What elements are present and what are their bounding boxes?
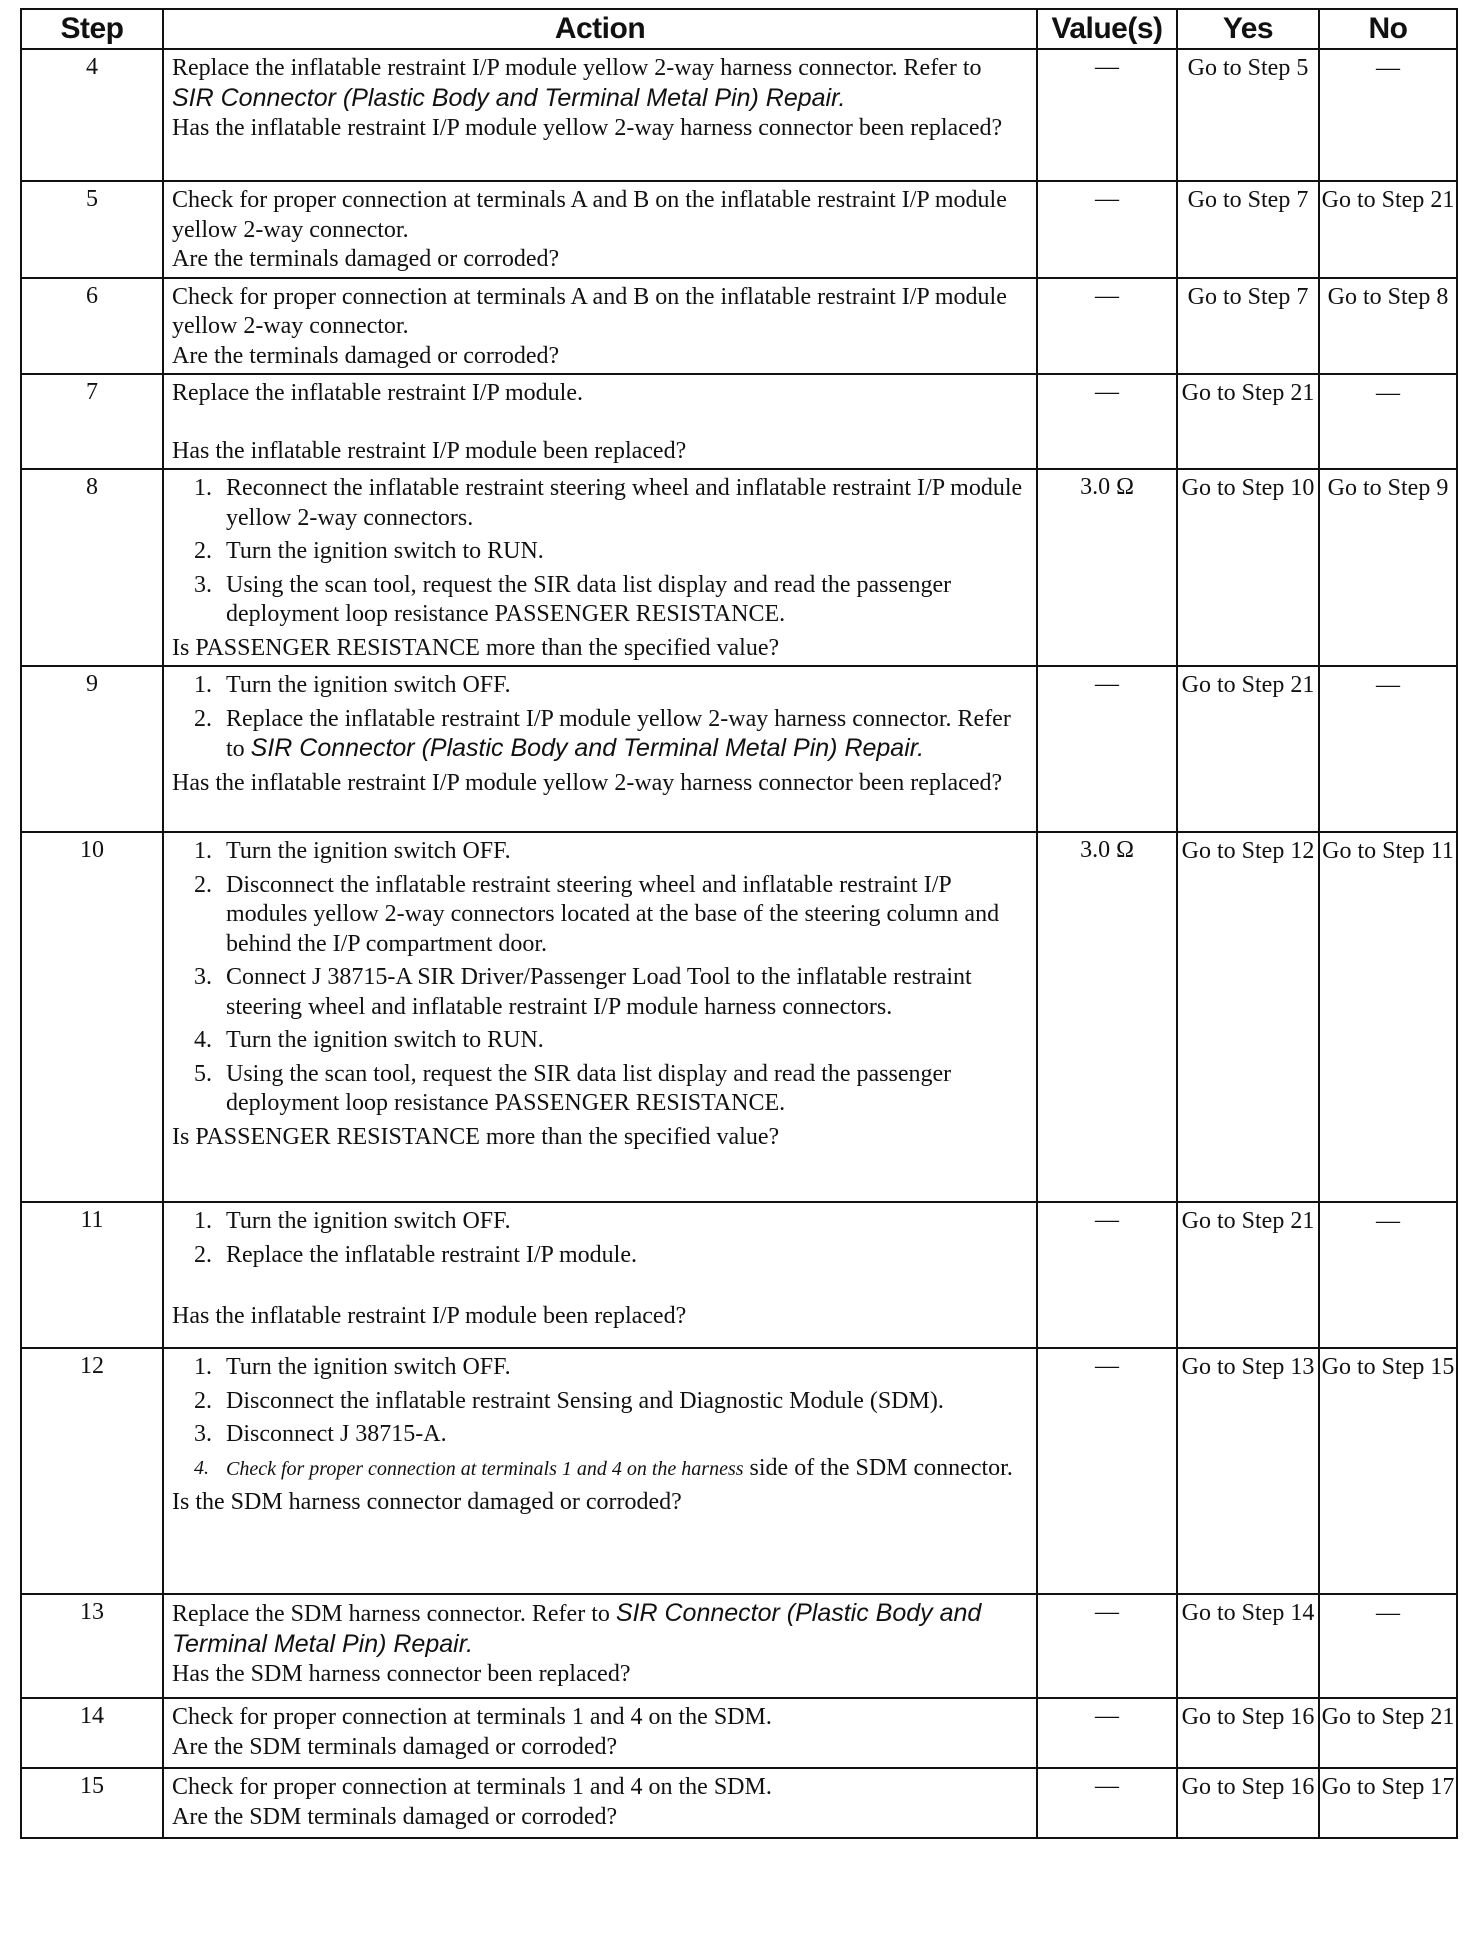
- header-values: Value(s): [1037, 9, 1177, 49]
- action-question: Is the SDM harness connector damaged or corroded?: [172, 1489, 682, 1515]
- no-cell: Go to Step 9: [1319, 469, 1457, 666]
- action-cell: [163, 1768, 1037, 1838]
- no-cell: Go to Step 15: [1319, 1348, 1457, 1594]
- value-text: —: [1095, 54, 1119, 80]
- table-row: [21, 469, 1457, 666]
- no-cell: Go to Step 21: [1319, 181, 1457, 278]
- no-cell: —: [1319, 374, 1457, 469]
- list-item: 4. Check for proper connection at terminals 1 and 4 on the harness side of the SDM connector.: [194, 1454, 1013, 1481]
- value-cell: —: [1037, 1698, 1177, 1768]
- action-cell: [163, 374, 1037, 469]
- no-cell: —: [1319, 666, 1457, 832]
- value-cell: 3.0 Ω: [1037, 832, 1177, 1202]
- table-row: [21, 832, 1457, 1202]
- action-question: Are the terminals damaged or corroded?: [172, 342, 560, 369]
- action-cell: [163, 1594, 1037, 1698]
- yes-cell: Go to Step 12: [1177, 832, 1319, 1202]
- no-cell: Go to Step 11: [1319, 832, 1457, 1202]
- action-cell: [163, 278, 1037, 375]
- list-item: 2. Turn the ignition switch to RUN.: [194, 538, 544, 564]
- yes-cell: Go to Step 14: [1177, 1594, 1319, 1698]
- substep-list: [172, 837, 1028, 1119]
- action-cell: [163, 1202, 1037, 1348]
- header-yes: Yes: [1177, 9, 1319, 49]
- yes-cell: Go to Step 16: [1177, 1698, 1319, 1768]
- step-number: 5: [21, 181, 163, 278]
- value-cell: [1037, 49, 1177, 181]
- yes-cell: Go to Step 5: [1177, 49, 1319, 181]
- list-item: 1. Turn the ignition switch OFF.: [194, 1354, 511, 1380]
- action-cell: [163, 1348, 1037, 1594]
- list-item: 1. Turn the ignition switch OFF.: [194, 838, 511, 864]
- list-item: 3. Disconnect J 38715-A.: [194, 1421, 447, 1447]
- list-item: 4. Turn the ignition switch to RUN.: [194, 1027, 544, 1053]
- yes-cell: Go to Step 21: [1177, 374, 1319, 469]
- value-cell: —: [1037, 278, 1177, 375]
- action-text: Check for proper connection at terminals 1 and 4 on the SDM.: [172, 1704, 772, 1730]
- repair-reference: SIR Connector (Plastic Body and Terminal Metal Pin) Repair.: [250, 734, 925, 762]
- yes-cell: Go to Step 16: [1177, 1768, 1319, 1838]
- substep-list: [172, 1207, 1028, 1270]
- step-number: 14: [21, 1698, 163, 1768]
- list-item: 2. Disconnect the inflatable restraint Sensing and Diagnostic Module (SDM).: [194, 1387, 944, 1414]
- table-row: [21, 49, 1457, 181]
- step-number: 10: [21, 832, 163, 1202]
- substep-list: [172, 671, 1028, 765]
- no-cell: —: [1319, 1202, 1457, 1348]
- header-action: Action: [163, 9, 1037, 49]
- table-row: [21, 1202, 1457, 1348]
- action-cell: [163, 1698, 1037, 1768]
- substep-list: [172, 1353, 1028, 1484]
- action-text: Check for proper connection at terminals A and B on the inflatable restraint I/P module yellow 2-way connector.: [172, 283, 1007, 339]
- step-number: 9: [21, 666, 163, 832]
- action-cell: [163, 49, 1037, 181]
- table-row: [21, 181, 1457, 278]
- list-item: 2. Replace the inflatable restraint I/P module yellow 2-way harness connector. Refer to SIR Connector (Plastic Body and Terminal Metal Pin) Repair.: [194, 705, 1011, 762]
- header-row: [21, 9, 1457, 49]
- action-cell: [163, 181, 1037, 278]
- step-number: 7: [21, 374, 163, 469]
- table-row: [21, 1348, 1457, 1594]
- table-row: [21, 666, 1457, 832]
- yes-cell: Go to Step 10: [1177, 469, 1319, 666]
- diagnostic-table: [20, 8, 1458, 1839]
- yes-cell: Go to Step 7: [1177, 181, 1319, 278]
- action-question: Are the SDM terminals damaged or corroded?: [172, 1803, 618, 1830]
- repair-reference: SIR Connector (Plastic Body and Terminal Metal Pin) Repair.: [172, 83, 846, 112]
- value-cell: 3.0 Ω: [1037, 469, 1177, 666]
- action-cell: [163, 832, 1037, 1202]
- table-row: [21, 374, 1457, 469]
- yes-cell: Go to Step 21: [1177, 666, 1319, 832]
- action-text: Replace the inflatable restraint I/P module yellow 2-way harness connector. Refer to: [172, 55, 982, 81]
- list-item: 1. Turn the ignition switch OFF.: [194, 1208, 511, 1234]
- value-cell: —: [1037, 374, 1177, 469]
- header-no: No: [1319, 9, 1457, 49]
- step-number: 13: [21, 1594, 163, 1698]
- step-number: 15: [21, 1768, 163, 1838]
- step-number: 11: [21, 1202, 163, 1348]
- step-number: 4: [21, 49, 163, 181]
- yes-cell: Go to Step 13: [1177, 1348, 1319, 1594]
- action-question: Has the inflatable restraint I/P module yellow 2-way harness connector been replaced?: [172, 115, 1003, 141]
- action-question: Are the terminals damaged or corroded?: [172, 246, 560, 272]
- no-cell: Go to Step 21: [1319, 1698, 1457, 1768]
- step-number: 6: [21, 278, 163, 375]
- yes-cell: Go to Step 7: [1177, 278, 1319, 375]
- list-item: 2. Disconnect the inflatable restraint steering wheel and inflatable restraint I/P modules yellow 2-way connectors located at the base of the steering column and behind the I/P compartment door.: [194, 871, 1000, 957]
- yes-cell: Go to Step 21: [1177, 1202, 1319, 1348]
- action-question: Has the inflatable restraint I/P module been replaced?: [172, 1303, 687, 1329]
- table-row: [21, 1698, 1457, 1768]
- no-cell: Go to Step 17: [1319, 1768, 1457, 1838]
- table-row: [21, 278, 1457, 375]
- action-cell: [163, 666, 1037, 832]
- no-cell: Go to Step 8: [1319, 278, 1457, 375]
- action-question: Is PASSENGER RESISTANCE more than the specified value?: [172, 1123, 780, 1150]
- value-cell: —: [1037, 1348, 1177, 1594]
- list-item: 1. Turn the ignition switch OFF.: [194, 672, 511, 698]
- value-cell: —: [1037, 1768, 1177, 1838]
- no-cell: —: [1319, 1594, 1457, 1698]
- step-number: 8: [21, 469, 163, 666]
- action-text: Replace the inflatable restraint I/P module.: [172, 380, 583, 406]
- action-cell: [163, 469, 1037, 666]
- action-text: Replace the SDM harness connector. Refer to: [172, 1601, 616, 1627]
- list-item: 3. Connect J 38715-A SIR Driver/Passenger Load Tool to the inflatable restraint steering wheel and inflatable restraint I/P module harness connectors.: [194, 964, 972, 1020]
- no-cell: —: [1319, 49, 1457, 181]
- step-number: 12: [21, 1348, 163, 1594]
- table-row: [21, 1768, 1457, 1838]
- value-cell: —: [1037, 1594, 1177, 1698]
- action-question: Are the SDM terminals damaged or corroded?: [172, 1733, 618, 1760]
- value-cell: —: [1037, 666, 1177, 832]
- action-question: Is PASSENGER RESISTANCE more than the specified value?: [172, 634, 780, 661]
- value-cell: —: [1037, 1202, 1177, 1348]
- header-step: Step: [21, 9, 163, 49]
- list-item: 5. Using the scan tool, request the SIR data list display and read the passenger deployment loop resistance PASSENGER RESISTANCE.: [194, 1060, 952, 1116]
- table-row: [21, 1594, 1457, 1698]
- action-question: Has the SDM harness connector been replaced?: [172, 1661, 631, 1687]
- action-question: Has the inflatable restraint I/P module been replaced?: [172, 437, 687, 464]
- list-item: 2. Replace the inflatable restraint I/P module.: [194, 1241, 637, 1268]
- list-item: 3. Using the scan tool, request the SIR data list display and read the passenger deployment loop resistance PASSENGER RESISTANCE.: [194, 571, 952, 627]
- list-item: 1. Reconnect the inflatable restraint steering wheel and inflatable restraint I/P module yellow 2-way connectors.: [194, 475, 1023, 531]
- action-text: Check for proper connection at terminals 1 and 4 on the SDM.: [172, 1774, 772, 1800]
- repair-reference: SIR Connector (Plastic Body and Terminal Metal Pin) Repair.: [172, 1599, 982, 1658]
- value-cell: —: [1037, 181, 1177, 278]
- action-question: Has the inflatable restraint I/P module yellow 2-way harness connector been replaced?: [172, 769, 1003, 796]
- substep-list: [172, 474, 1028, 630]
- action-text: Check for proper connection at terminals A and B on the inflatable restraint I/P module yellow 2-way connector.: [172, 187, 1007, 243]
